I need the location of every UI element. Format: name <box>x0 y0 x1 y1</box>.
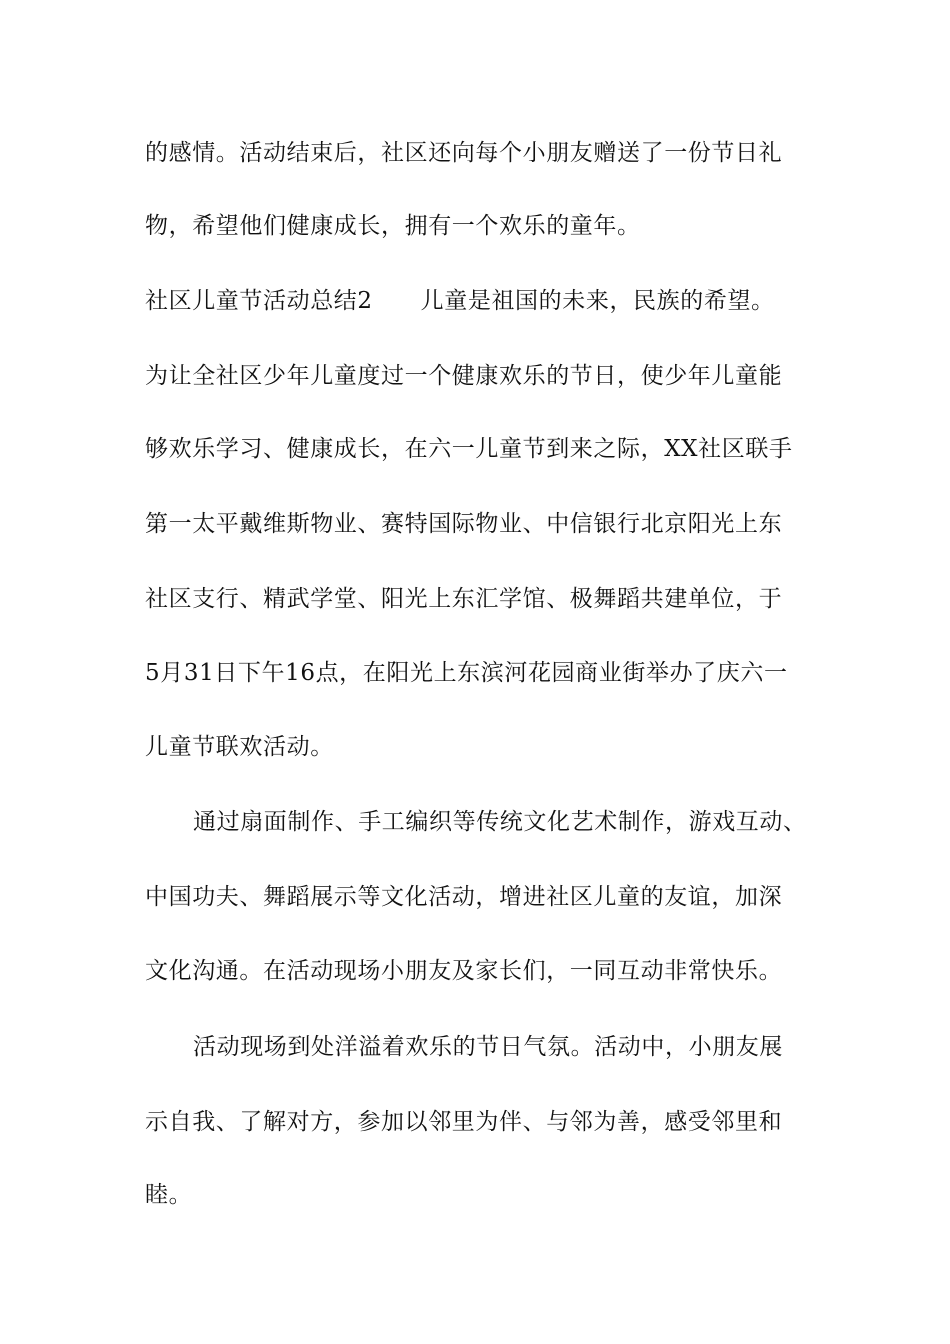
paragraph-line: 第一太平戴维斯物业、赛特国际物业、中信银行北京阳光上东 <box>145 511 783 537</box>
paragraph-line: 社区支行、精武学堂、阳光上东汇学馆、极舞蹈共建单位，于 <box>145 586 783 612</box>
paragraph-line: 中国功夫、舞蹈展示等文化活动，增进社区儿童的友谊，加深 <box>145 884 783 910</box>
paragraph-line: 文化沟通。在活动现场小朋友及家长们，一同互动非常快乐。 <box>145 958 783 984</box>
section-heading-line <box>145 286 845 316</box>
paragraph-line: 儿童节联欢活动。 <box>145 734 334 760</box>
paragraph-line: 示自我、了解对方，参加以邻里为伴、与邻为善，感受邻里和 <box>145 1109 783 1135</box>
paragraph-line: 5月31日下午16点，在阳光上东滨河花园商业街举办了庆六一 <box>145 660 788 686</box>
paragraph-line: 的感情。活动结束后，社区还向每个小朋友赠送了一份节日礼 <box>145 140 783 166</box>
paragraph-line: 活动现场到处洋溢着欢乐的节日气氛。活动中，小朋友展 <box>193 1034 783 1060</box>
paragraph-line: 为让全社区少年儿童度过一个健康欢乐的节日，使少年儿童能 <box>145 363 783 389</box>
paragraph-line: 睦。 <box>145 1182 193 1208</box>
section-lead-text: 儿童是祖国的未来，民族的希望。 <box>420 288 775 314</box>
paragraph-line: 够欢乐学习、健康成长，在六一儿童节到来之际，XX社区联手 <box>145 436 793 462</box>
section-heading: 社区儿童节活动总结2 <box>145 288 373 314</box>
paragraph-line: 物，希望他们健康成长，拥有一个欢乐的童年。 <box>145 213 641 239</box>
paragraph-line: 通过扇面制作、手工编织等传统文化艺术制作，游戏互动、 <box>193 809 807 835</box>
